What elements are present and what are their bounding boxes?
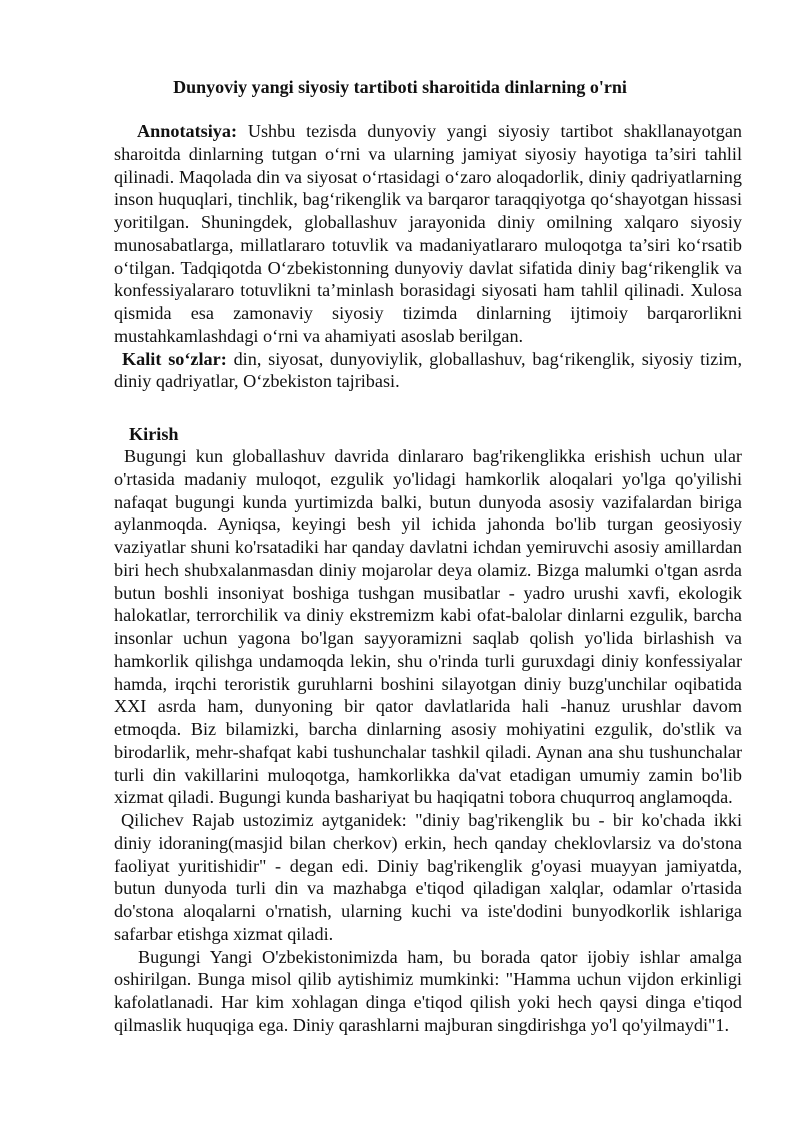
annotation-text: Ushbu tezisda dunyoviy yangi siyosiy tartibot shakllanayotgan sharoitda dinlarning tutgan o‘rni va ularning jamiyat siyosiy hayotiga ta’siri tahlil qilinadi. Maqolada din va siyosat o‘rtasidagi o‘zaro aloqadorlik, diniy qadriyatlarning inson huquqlari, tinchlik, bag‘rikenglik va barqaror taraqqiyotga qo‘shayotgan hissasi yoritilgan. Shuningdek, globallashuv jarayonida diniy omilning xalqaro siyosiy munosabatlarga, millatlararo totuvlik va madaniyatlararo muloqotga ta’siri ko‘rsatib o‘tilgan. Tadqiqotda O‘zbekistonning dunyoviy davlat sifatida diniy bag‘rikenglik va konfessiyalararo totuvlikni ta’minlash borasidagi siyosati ham tahlil qilinadi. Xulosa qismida esa zamonaviy siyosiy tizimda dinlarning ijtimoiy barqarorlikni mustahkamlashdagi o‘rni va ahamiyati asoslab berilgan. (114, 121, 742, 346)
document-title: Dunyoviy yangi siyosiy tartiboti sharoitida dinlarning o'rni (173, 77, 627, 97)
body-paragraph: Qilichev Rajab ustozimiz aytganidek: "diniy bag'rikenglik bu - bir ko'chada ikki diniy idoraning(masjid bilan cherkov) erkin, hech qanday cheklovlarsiz va do'stona faoliyat yuritishidir" - degan edi. Diniy bag'rikenglik g'oyasi muayyan jamiyatda, butun dunyoda turli din va mazhabga e'tiqod qiladigan xalqlar, odamlar o'rtasida do'stona aloqalarni o'rnatish, ularning kuchi va iste'dodini bunyodkorlik ishlariga safarbar etishga xizmat qiladi. (114, 810, 742, 944)
abstract-block (114, 120, 742, 393)
keywords-label: Kalit so‘zlar: (122, 348, 227, 369)
annotation-label: Annotatsiya: (137, 121, 238, 141)
section-heading: Kirish (129, 424, 179, 444)
body-paragraph: Bugungi Yangi O'zbekistonimizda ham, bu borada qator ijobiy ishlar amalga oshirilgan. Bunga misol qilib aytishimiz mumkinki: "Hamma uchun vijdon erkinligi kafolatlanadi. Har kim xohlagan dinga e'tiqod qilish yoki hech qaysi dinga e'tiqod qilmaslik huquqiga ega. Diniy qarashlarni majburan singdirishga yo'l qo'yilmaydi"1. (114, 946, 742, 1035)
annotation-paragraph (114, 120, 742, 348)
body-text (114, 445, 742, 1037)
keywords-paragraph (114, 348, 742, 394)
body-paragraph: Bugungi kun globallashuv davrida dinlararo bag'rikenglikka erishish uchun ular o'rtasida madaniy muloqot, ezgulik yo'lidagi hamkorlik aloqalari yo'lga qo'yilishi nafaqat bugungi kunda yurtimizda balki, butun dunyoda asosiy vazifalardan biriga aylanmoqda. Ayniqsa, keyingi besh yil ichida jahonda bo'lib turgan geosiyosiy vaziyatlar shuni ko'rsatadiki har qanday davlatni ichdan yemiruvchi asosiy amillardan biri hech shubxalanmasdan diniy mojarolar deya olamiz. Bizga malumki o'tgan asrda butun boshli insoniyat boshiga tushgan musibatlar - yadro urushi xavfi, ekologik halokatlar, terrorchilik va diniy ekstremizm kabi ofat-balolar dinlarni ezgulik, barcha insonlar uchun yagona bo'lgan sayyoramizni saqlab qolish yo'lida birlashish va hamkorlik qilishga undamoqda lekin, shu o'rinda turli guruxdagi diniy konfessiyalar hamda, irqchi teroristik guruhlarni boshini silayotgan diniy buzg'unchilar oqibatida XXI asrda ham, dunyoning bir qator davlatlarida hali -hanuz urushlar davom etmoqda. Biz bilamizki, barcha dinlarning asosiy mohiyatini ezgulik, do'stlik va birodarlik, mehr-shafqat kabi tushunchalar tashkil qiladi. Aynan ana shu tushunchalar turli din vakillarini muloqotga, hamkorlikka da'vat etadigan umumiy zamin bo'lib xizmat qiladi. Bugungi kunda bashariyat bu haqiqatni tobora chuqurroq anglamoqda. (114, 446, 742, 808)
keywords-text: din, siyosat, dunyoviylik, globallashuv, bag‘rikenglik, siyosiy tizim, diniy qadriyatlar, O‘zbekiston tajribasi. (114, 348, 742, 392)
